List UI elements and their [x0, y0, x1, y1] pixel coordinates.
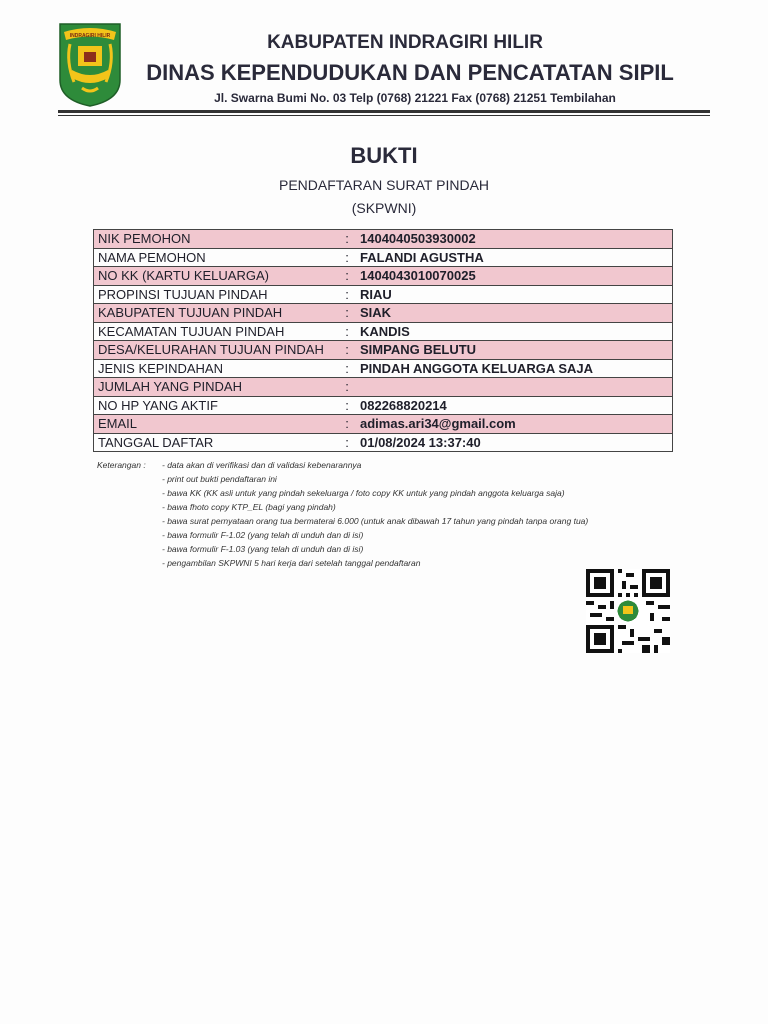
logo-text: INDRAGIRI HILIR — [69, 33, 111, 39]
regency-emblem-logo — [58, 22, 122, 108]
row-label: DESA/KELURAHAN TUJUAN PINDAH — [94, 341, 339, 360]
row-label: NAMA PEMOHON — [94, 248, 339, 267]
header-address: Jl. Swarna Bumi No. 03 Telp (0768) 21221 Fax (0768) 21251 Tembilahan — [214, 91, 616, 105]
note-item: - bawa fhoto copy KTP_EL (bagi yang pindah) — [162, 502, 336, 512]
row-separator: : — [338, 248, 356, 267]
row-separator: : — [338, 341, 356, 360]
notes-label: Keterangan : — [97, 460, 146, 470]
note-item: - data akan di verifikasi dan di validasi kebenarannya — [162, 460, 362, 470]
table-row — [94, 267, 673, 286]
row-value: SIMPANG BELUTU — [356, 341, 673, 360]
row-value: PINDAH ANGGOTA KELUARGA SAJA — [356, 359, 673, 378]
row-label: JUMLAH YANG PINDAH — [94, 378, 339, 397]
row-separator: : — [338, 322, 356, 341]
document-subtitle: PENDAFTARAN SURAT PINDAH — [278, 177, 490, 193]
table-row — [94, 378, 673, 397]
row-value: FALANDI AGUSTHA — [356, 248, 673, 267]
row-separator: : — [338, 396, 356, 415]
table-row — [94, 415, 673, 434]
row-value — [356, 378, 673, 397]
row-value: SIAK — [356, 304, 673, 323]
table-row — [94, 433, 673, 452]
row-label: JENIS KEPINDAHAN — [94, 359, 339, 378]
row-separator: : — [338, 433, 356, 452]
table-row — [94, 322, 673, 341]
note-item: - bawa formulir F-1.03 (yang telah di unduh dan di isi) — [162, 544, 364, 554]
row-label: KABUPATEN TUJUAN PINDAH — [94, 304, 339, 323]
row-separator: : — [338, 359, 356, 378]
row-separator: : — [338, 230, 356, 249]
row-label: NO KK (KARTU KELUARGA) — [94, 267, 339, 286]
document-title: BUKTI — [350, 143, 418, 168]
header-agency: DINAS KEPENDUDUKAN DAN PENCATATAN SIPIL — [146, 60, 674, 85]
row-label: EMAIL — [94, 415, 339, 434]
registration-table — [93, 229, 673, 452]
row-value: 1404040503930002 — [356, 230, 673, 249]
header-regency: KABUPATEN INDRAGIRI HILIR — [267, 32, 543, 53]
table-row — [94, 230, 673, 249]
row-value: RIAU — [356, 285, 673, 304]
table-row — [94, 248, 673, 267]
note-item: - bawa surat pernyataan orang tua bermaterai 6.000 (untuk anak dibawah 17 tahun yang pindah tanpa orang tua) — [162, 516, 589, 526]
table-row — [94, 304, 673, 323]
row-separator: : — [338, 267, 356, 286]
qr-code — [584, 569, 672, 653]
row-label: NO HP YANG AKTIF — [94, 396, 339, 415]
row-value: 1404043010070025 — [356, 267, 673, 286]
row-label: TANGGAL DAFTAR — [94, 433, 339, 452]
row-separator: : — [338, 304, 356, 323]
note-item: - bawa formulir F-1.02 (yang telah di unduh dan di isi) — [162, 530, 364, 540]
row-separator: : — [338, 415, 356, 434]
table-row — [94, 359, 673, 378]
row-separator: : — [338, 285, 356, 304]
table-row — [94, 396, 673, 415]
document-subtitle-code: (SKPWNI) — [351, 200, 417, 216]
row-label: KECAMATAN TUJUAN PINDAH — [94, 322, 339, 341]
row-label: NIK PEMOHON — [94, 230, 339, 249]
table-row — [94, 285, 673, 304]
row-label: PROPINSI TUJUAN PINDAH — [94, 285, 339, 304]
row-value: KANDIS — [356, 322, 673, 341]
row-value: 01/08/2024 13:37:40 — [356, 433, 673, 452]
notes-list — [162, 460, 722, 572]
header-divider-thin — [58, 115, 710, 116]
note-item: - bawa KK (KK asli untuk yang pindah sekeluarga / foto copy KK untuk yang pindah anggota keluarga saja) — [162, 488, 565, 498]
note-item: - pengambilan SKPWNI 5 hari kerja dari setelah tanggal pendaftaran — [162, 558, 421, 568]
header-divider-thick — [58, 110, 710, 113]
table-row — [94, 341, 673, 360]
row-value: 082268820214 — [356, 396, 673, 415]
row-value: adimas.ari34@gmail.com — [356, 415, 673, 434]
row-separator: : — [338, 378, 356, 397]
note-item: - print out bukti pendaftaran ini — [162, 474, 277, 484]
